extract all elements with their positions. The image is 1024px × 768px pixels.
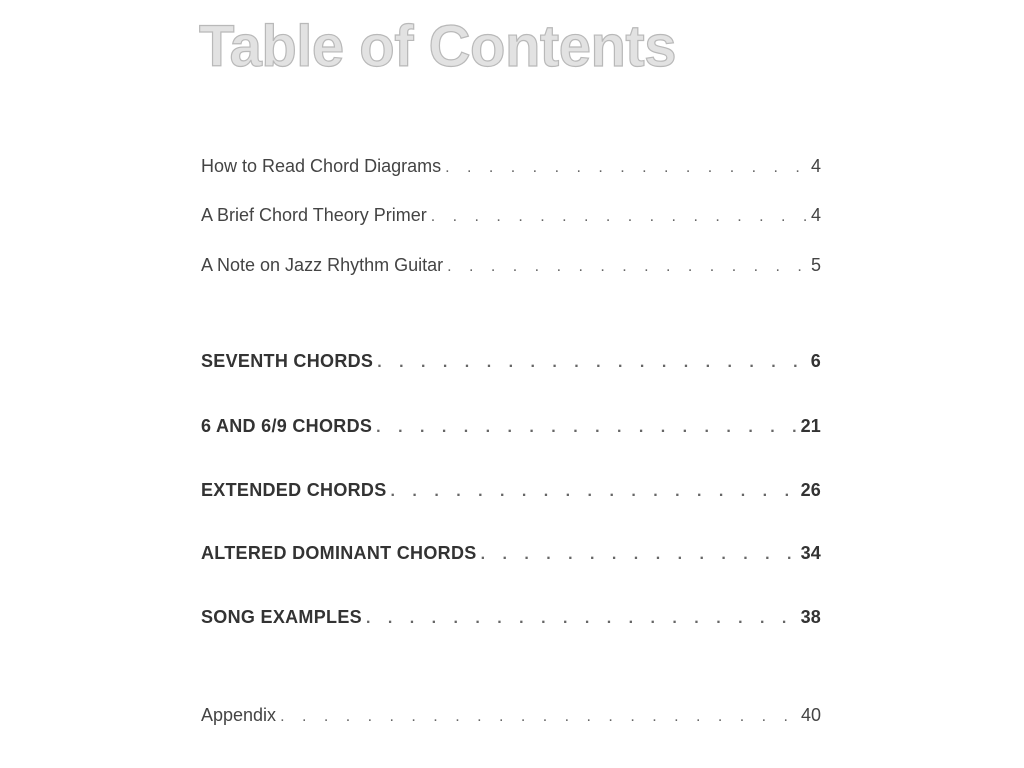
toc-entry-title: A Note on Jazz Rhythm Guitar: [201, 255, 444, 275]
toc-page-number: 34: [800, 543, 821, 563]
dot-leader: [377, 354, 809, 372]
toc-entry-brief-chord-theory-primer[interactable]: [201, 205, 821, 233]
dot-leader: [445, 159, 809, 177]
dot-leader: [280, 708, 799, 726]
dot-leader: [376, 419, 798, 437]
toc-entry-seventh-chords[interactable]: [201, 351, 821, 379]
toc-page-number: 4: [810, 205, 821, 225]
toc-entry-title: EXTENDED CHORDS: [201, 480, 387, 500]
dot-leader: [391, 483, 799, 501]
toc-entry-title: SEVENTH CHORDS: [201, 351, 374, 371]
toc-entry-title: SONG EXAMPLES: [201, 607, 362, 627]
toc-page-number: 26: [800, 480, 821, 500]
toc-entry-altered-dominant-chords[interactable]: [201, 543, 821, 571]
toc-page-number: 6: [810, 351, 821, 371]
toc-page-number: 38: [800, 607, 821, 627]
dot-leader: [431, 208, 809, 226]
toc-page-number: 5: [810, 255, 821, 275]
toc-entry-6-and-6-9-chords[interactable]: [201, 416, 821, 444]
toc-page-number: 21: [800, 416, 821, 436]
dot-leader: [447, 258, 809, 276]
dot-leader: [366, 610, 799, 628]
toc-page-number: 4: [810, 156, 821, 176]
toc-entry-song-examples[interactable]: [201, 607, 821, 635]
toc-entry-title: Appendix: [201, 705, 277, 725]
toc-entry-how-to-read-chord-diagrams[interactable]: [201, 156, 821, 184]
toc-entry-title: ALTERED DOMINANT CHORDS: [201, 543, 477, 563]
toc-entry-title: A Brief Chord Theory Primer: [201, 205, 427, 225]
toc-page-number: 40: [800, 705, 821, 725]
toc-entry-extended-chords[interactable]: [201, 480, 821, 508]
toc-entry-title: How to Read Chord Diagrams: [201, 156, 442, 176]
toc-entry-appendix[interactable]: [201, 705, 821, 733]
page-title: Table of Contents: [199, 14, 676, 79]
dot-leader: [481, 546, 799, 564]
toc-entry-note-on-jazz-rhythm-guitar[interactable]: [201, 255, 821, 283]
toc-entry-title: 6 AND 6/9 CHORDS: [201, 416, 373, 436]
